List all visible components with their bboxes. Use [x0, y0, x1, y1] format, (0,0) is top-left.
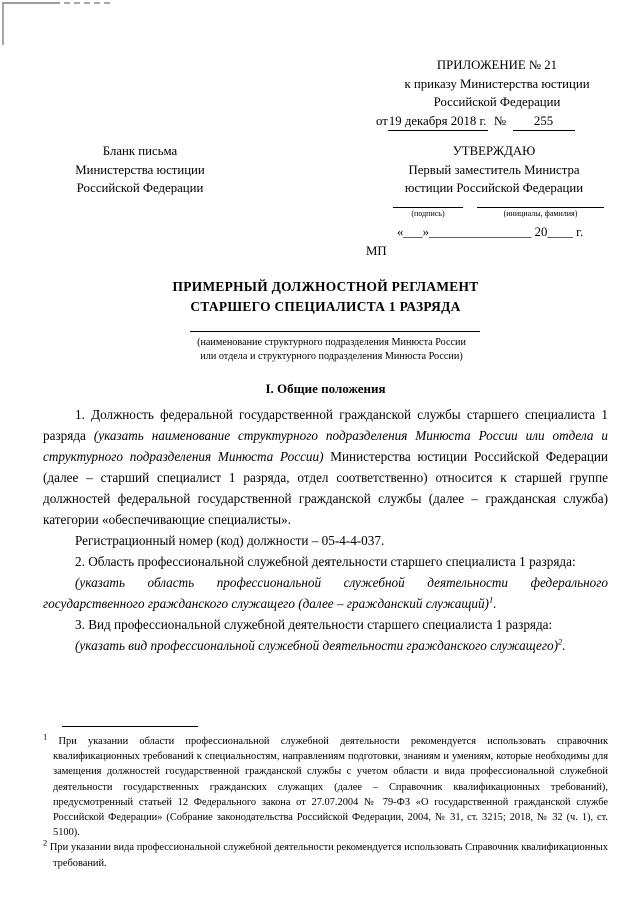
paragraph-3-italic: (указать вид профессиональной служебной деятельности гражданского служащего) [75, 638, 559, 653]
scan-artifact-left-line [2, 4, 4, 45]
approval-line: юстиции Российской Федерации [404, 181, 584, 195]
paragraph-1 [43, 404, 608, 530]
footnote-ref-1: 1 [488, 594, 494, 605]
paragraph-3: 3. Вид профессиональной служебной деятельности старшего специалиста 1 разряда: [75, 617, 553, 632]
letterhead-line: Российской Федерации [76, 181, 204, 195]
order-date: 19 декабря 2018 г. [388, 112, 488, 132]
paragraph-2-tail: . [493, 596, 497, 611]
paragraph-1-italic: (указать наименование структурного подразделения Минюста России или отдела и структурного подразделения Минюста России) [43, 428, 608, 464]
signature-row [393, 207, 625, 219]
footnote-separator [62, 726, 198, 727]
letterhead-block [60, 142, 220, 198]
footnote-2 [43, 837, 608, 870]
signature-field [393, 207, 463, 219]
section-heading: I. Общие положения [265, 381, 386, 396]
footnote-2-text: При указании вида профессиональной служебной деятельности рекомендуется использовать Справочник квалификационных требований. [47, 842, 608, 869]
document-title [43, 277, 608, 317]
paragraph-1-text: 1. Должность федеральной государственной гражданской службы старшего специалиста 1 разряда [43, 407, 608, 443]
approval-title: УТВЕРЖДАЮ [452, 144, 536, 158]
name-field [477, 207, 604, 219]
footnote-ref-2: 2 [558, 636, 563, 647]
seal-mark: МП [366, 244, 387, 258]
footnotes-block [43, 726, 608, 871]
paragraph-2-italic: (указать область профессиональной служебной деятельности федерального государственного гражданского служащего (далее – гражданский служащий) [43, 575, 608, 611]
name-label: (инициалы, фамилия) [503, 208, 578, 218]
registration-number-line: Регистрационный номер (код) должности – 05-4-4-037. [75, 533, 385, 548]
signature-label: (подпись) [411, 208, 445, 218]
letterhead-line: Министерства юстиции [75, 162, 205, 177]
approval-line: Первый заместитель Министра [408, 162, 580, 177]
scan-artifact-top-line [2, 2, 60, 4]
department-line [190, 331, 480, 332]
document-title-line: СТАРШЕГО СПЕЦИАЛИСТА 1 РАЗРЯДА [190, 299, 461, 314]
appendix-title: ПРИЛОЖЕНИЕ № 21 [436, 58, 558, 72]
paragraph-1-text: Министерства юстиции Российской Федерации (далее – старший специалист 1 разряда, отдел соответственно) относится к старшей группе должностей федеральной государственной гражданской службы (далее – гражданская служба) категории «обеспечивающие специалисты». [43, 449, 608, 527]
order-number: 255 [513, 112, 575, 132]
appendix-line: Российской Федерации [433, 95, 561, 109]
scan-artifact-top-dashes [64, 2, 110, 4]
paragraph-2: 2. Область профессиональной служебной деятельности старшего специалиста 1 разряда: [75, 554, 576, 569]
number-sign: № [487, 113, 513, 128]
date-prefix: от [376, 113, 388, 128]
document-body [43, 404, 608, 656]
footnote-1-text: При указании области профессиональной служебной деятельности рекомендуется использовать справочник квалификационных требований к специальностям, направлениям подготовки, знаниям и умениям, которые необходимы для замещения должностей государственной гражданской службы с учетом области и вида профессиональной служебной деятельности государственных гражданских служащих (далее – Справочник квалификационных требований), предусмотренный статьей 12 Федерального закона от 27.07.2004 № 79-ФЗ «О государственной гражданской службе Российской Федерации» (Собрание законодательства Российской Федерации, 2004, № 31, ст. 3215; 2018, № 32 (ч. 1), ст. 5100). [47, 736, 608, 839]
paragraph-3-tail: . [562, 638, 566, 653]
appendix-date-line [376, 112, 618, 132]
approval-block [363, 142, 625, 261]
paragraph-3-note [43, 635, 608, 656]
department-fill-in [43, 331, 608, 363]
footnote-1-marker: 1 [43, 731, 48, 742]
appendix-block [376, 56, 618, 131]
department-caption-line: (наименование структурного подразделения Минюста России [197, 337, 466, 348]
footnote-1 [43, 731, 608, 840]
approval-date-line: «___»________________ 20____ г. [397, 224, 584, 239]
footnote-2-marker: 2 [43, 837, 48, 848]
paragraph-2-note [43, 572, 608, 614]
document-title-line: ПРИМЕРНЫЙ ДОЛЖНОСТНОЙ РЕГЛАМЕНТ [172, 279, 479, 294]
department-caption-line: или отдела и структурного подразделения Минюста России) [200, 350, 463, 362]
letterhead-line: Бланк письма [102, 144, 178, 158]
department-caption [43, 336, 608, 363]
appendix-line: к приказу Министерства юстиции [404, 76, 590, 91]
